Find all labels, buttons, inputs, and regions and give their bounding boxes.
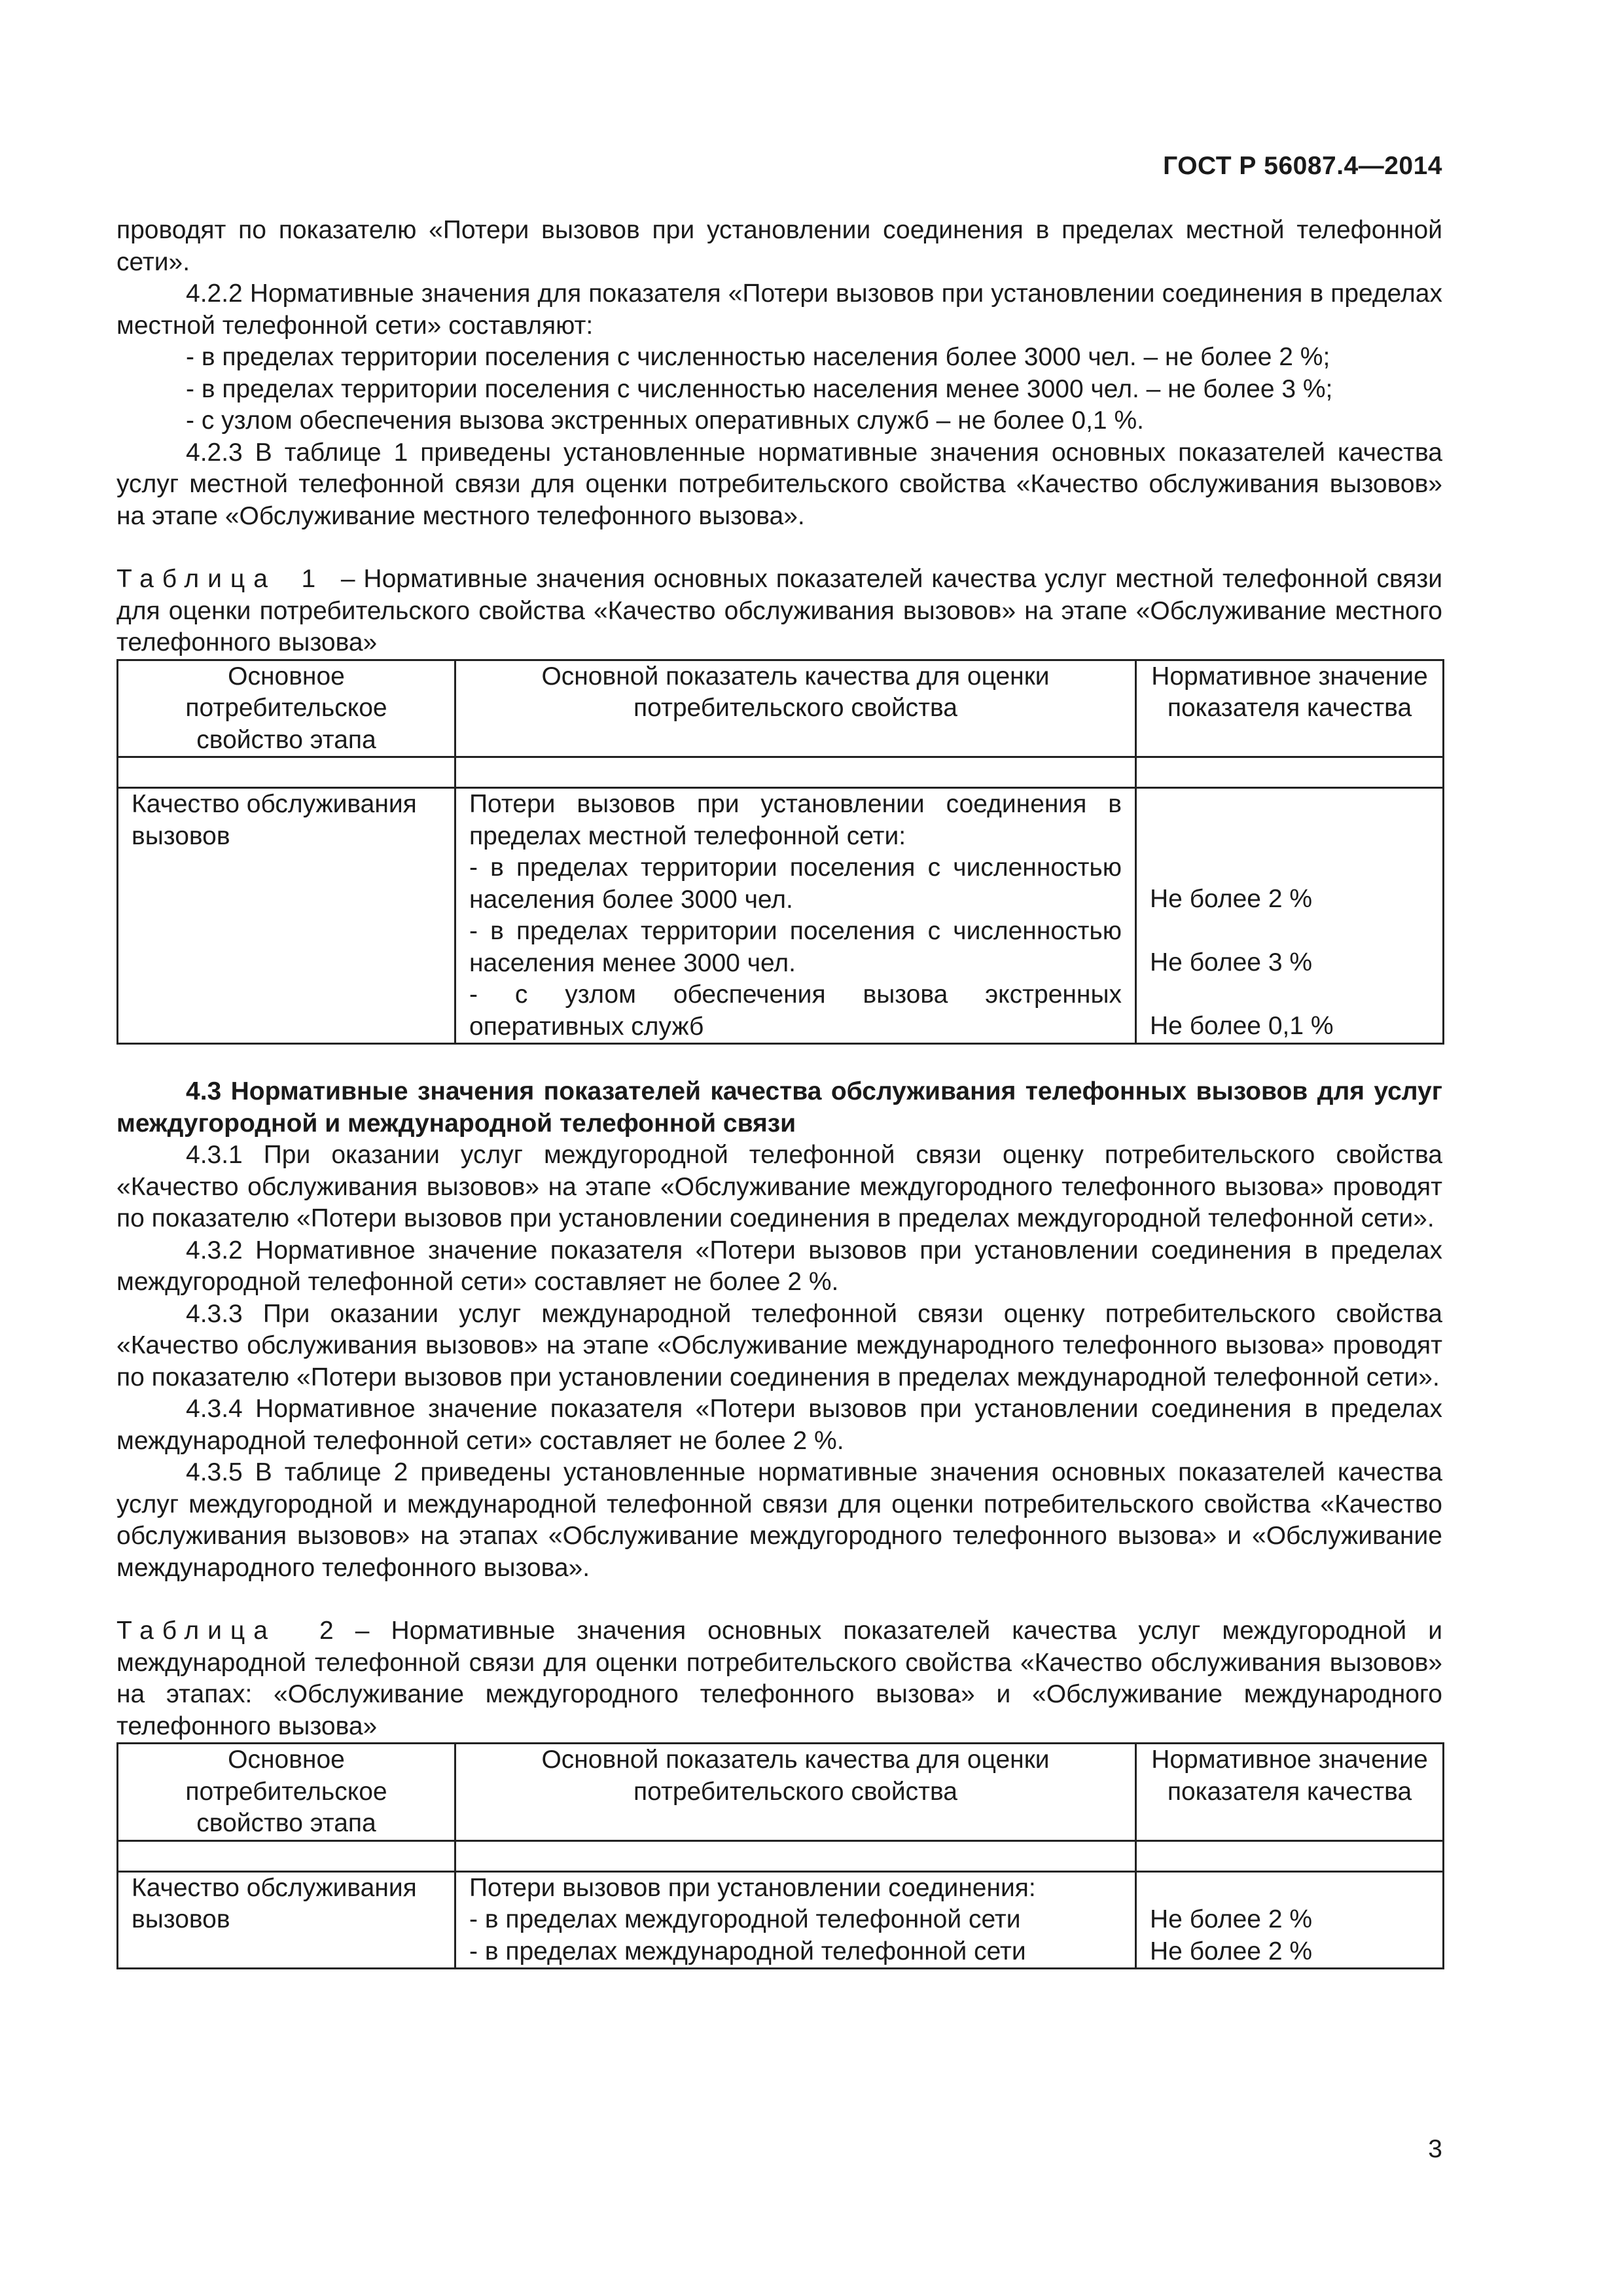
table1: [116, 659, 1444, 1045]
page-number: 3: [1428, 2135, 1442, 2163]
indicator-intro: Потери вызовов при установлении соединения:: [469, 1873, 1036, 1902]
table2-caption-label: Таблица: [116, 1617, 276, 1645]
table-row: [118, 788, 1444, 1044]
value-cell: [1136, 788, 1444, 1044]
indicator-cell: [455, 1871, 1136, 1969]
table-spacer-row: [118, 757, 1444, 788]
indicator-item: - в пределах территории поселения с численностью населения менее 3000 чел.: [469, 917, 1122, 977]
table2-caption-text: – Нормативные значения основных показателей качества услуг междугородной и международной телефонной связи для оценки потребительского свойства «Качество обслуживания вызовов» на этапах: «Обслуживание междугородного телефонного вызова» и «Обслуживание международного телефонного вызова»: [116, 1617, 1443, 1740]
list-item: - в пределах территории поселения с численностью населения более 3000 чел. – не более 2 %;: [186, 343, 1330, 371]
table-header-row: [118, 1744, 1444, 1841]
indicator-cell: [455, 788, 1136, 1044]
table-header-row: [118, 660, 1444, 757]
table-row: [118, 1871, 1444, 1969]
paragraph-continuation: проводят по показателю «Потери вызовов при установлении соединения в пределах местной телефонной сети».: [116, 216, 1442, 276]
table2: [116, 1742, 1444, 1969]
section-heading-4-3: 4.3 Нормативные значения показателей качества обслуживания телефонных вызовов для услуг междугородной и международной телефонной связи: [116, 1077, 1442, 1138]
property-cell: Качество обслуживания вызовов: [118, 788, 455, 1044]
table-spacer-row: [118, 1840, 1444, 1871]
table-header-cell: Нормативное значение показателя качества: [1136, 1744, 1444, 1841]
value-item: Не более 2 %: [1150, 885, 1313, 913]
table1-caption: [116, 564, 1442, 659]
paragraph-4-3-4: 4.3.4 Нормативное значение показателя «Потери вызовов при установлении соединения в пределах международной телефонной сети» составляет не более 2 %.: [116, 1395, 1442, 1455]
value-item: Не более 3 %: [1150, 948, 1313, 977]
indicator-item: - в пределах международной телефонной сети: [469, 1937, 1026, 1965]
paragraph-4-2-3: 4.2.3 В таблице 1 приведены установленные нормативные значения основных показателей качества услуг местной телефонной связи для оценки потребительского свойства «Качество обслуживания вызовов» на этапе «Обслуживание местного телефонного вызова».: [116, 438, 1442, 530]
table-header-cell: Нормативное значение показателя качества: [1136, 660, 1444, 757]
table-header-cell: Основной показатель качества для оценки потребительского свойства: [455, 660, 1136, 757]
indicator-intro: Потери вызовов при установлении соединения в пределах местной телефонной сети:: [469, 790, 1122, 850]
standard-header: ГОСТ Р 56087.4—2014: [1163, 152, 1442, 180]
paragraph-4-3-2: 4.3.2 Нормативное значение показателя «Потери вызовов при установлении соединения в пределах междугородной телефонной сети» составляет не более 2 %.: [116, 1236, 1442, 1296]
paragraph-4-3-3: 4.3.3 При оказании услуг международной телефонной связи оценку потребительского свойства «Качество обслуживания вызовов» на этапе «Обслуживание международного телефонного вызова» проводят по показателю «Потери вызовов при установлении соединения в пределах международной телефонной сети».: [116, 1299, 1442, 1391]
list-item: - с узлом обеспечения вызова экстренных оперативных служб – не более 0,1 %.: [186, 406, 1144, 435]
paragraph-4-2-2: 4.2.2 Нормативные значения для показателя «Потери вызовов при установлении соединения в пределах местной телефонной сети» составляют:: [116, 279, 1442, 340]
indicator-item: - в пределах территории поселения с численностью населения более 3000 чел.: [469, 853, 1122, 914]
property-cell: Качество обслуживания вызовов: [118, 1871, 455, 1969]
value-item: Не более 2 %: [1150, 1905, 1313, 1933]
table1-caption-text: – Нормативные значения основных показателей качества услуг местной телефонной связи для оценки потребительского свойства «Качество обслуживания вызовов» на этапе «Обслуживание местного телефонного вызова»: [116, 565, 1442, 656]
table2-caption-number: 2: [319, 1617, 334, 1645]
value-item: Не более 0,1 %: [1150, 1012, 1334, 1040]
indicator-item: - в пределах междугородной телефонной сети: [469, 1905, 1021, 1933]
document-page: [116, 0, 1442, 2296]
value-cell: [1136, 1871, 1444, 1969]
table-header-cell: Основной показатель качества для оценки потребительского свойства: [455, 1744, 1136, 1841]
document-body: [116, 215, 1442, 1969]
list-item: - в пределах территории поселения с численностью населения менее 3000 чел. – не более 3 %;: [186, 374, 1333, 403]
table1-caption-label: Таблица: [116, 565, 276, 593]
indicator-item: - с узлом обеспечения вызова экстренных оперативных служб: [469, 980, 1122, 1041]
value-item: Не более 2 %: [1150, 1937, 1313, 1965]
paragraph-4-3-1: 4.3.1 При оказании услуг междугородной телефонной связи оценку потребительского свойства «Качество обслуживания вызовов» на этапе «Обслуживание междугородного телефонного вызова» проводят по показателю «Потери вызовов при установлении соединения в пределах междугородной телефонной сети».: [116, 1141, 1442, 1232]
paragraph-4-3-5: 4.3.5 В таблице 2 приведены установленные нормативные значения основных показателей качества услуг междугородной и международной телефонной связи для оценки потребительского свойства «Качество обслуживания вызовов» на этапах «Обслуживание междугородного телефонного вызова» и «Обслуживание международного телефонного вызова».: [116, 1458, 1442, 1582]
table2-caption: [116, 1615, 1442, 1742]
table1-caption-number: 1: [301, 565, 316, 593]
table-header-cell: Основное потребительское свойство этапа: [118, 660, 455, 757]
table-header-cell: Основное потребительское свойство этапа: [118, 1744, 455, 1841]
